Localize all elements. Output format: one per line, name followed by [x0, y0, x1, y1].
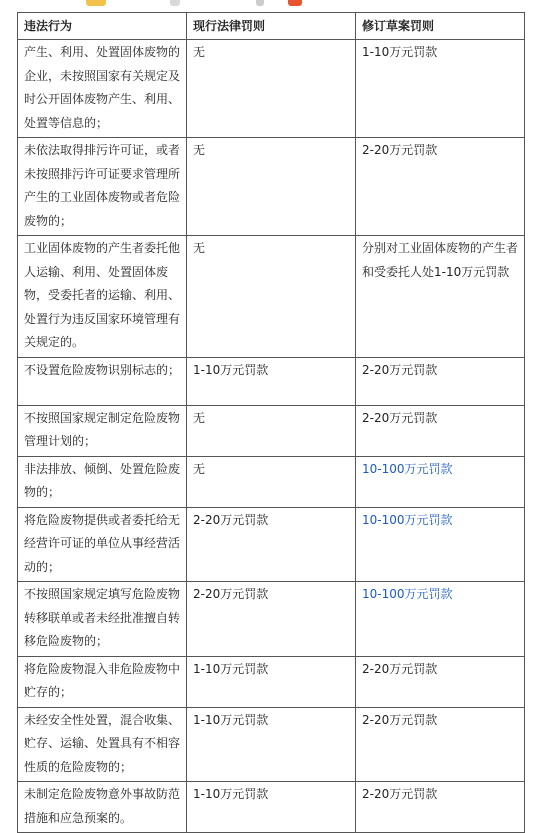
toolbar-icon-fragment: [170, 0, 180, 6]
current-penalty-cell: 无: [187, 236, 356, 358]
draft-penalty-cell: 10-100万元罚款: [356, 582, 525, 657]
table-row: [18, 236, 525, 358]
draft-penalty-cell: 2-20万元罚款: [356, 405, 525, 456]
draft-penalty-cell: 10-100万元罚款: [356, 456, 525, 507]
violation-cell: 不按照国家规定填写危险废物转移联单或者未经批准擅自转移危险废物的；: [18, 582, 187, 657]
header-violation: 违法行为: [18, 13, 187, 40]
draft-penalty-cell: 10-100万元罚款: [356, 507, 525, 582]
violation-cell: 将危险废物提供或者委托给无经营许可证的单位从事经营活动的；: [18, 507, 187, 582]
violation-cell: 未依法取得排污许可证，或者未按照排污许可证要求管理所产生的工业固体废物或者危险废物的；: [18, 138, 187, 236]
table-row: [18, 582, 525, 657]
draft-penalty-cell: 2-20万元罚款: [356, 656, 525, 707]
draft-penalty-cell: 2-20万元罚款: [356, 707, 525, 782]
header-current-penalty: 现行法律罚则: [187, 13, 356, 40]
table-body: [18, 40, 525, 833]
draft-penalty-cell: 2-20万元罚款: [356, 782, 525, 833]
violation-cell: 未经安全性处置，混合收集、贮存、运输、处置具有不相容性质的危险废物的；: [18, 707, 187, 782]
violation-cell: 将危险废物混入非危险废物中贮存的；: [18, 656, 187, 707]
penalty-comparison-table: [17, 12, 525, 833]
table-row: [18, 707, 525, 782]
current-penalty-cell: 1-10万元罚款: [187, 656, 356, 707]
current-penalty-cell: 无: [187, 405, 356, 456]
violation-cell: 不设置危险废物识别标志的；: [18, 357, 187, 405]
toolbar-icon-fragment: [256, 0, 264, 6]
current-penalty-cell: 无: [187, 138, 356, 236]
header-draft-penalty: 修订草案罚则: [356, 13, 525, 40]
toolbar-icon-fragment: [86, 0, 106, 6]
draft-penalty-cell: 2-20万元罚款: [356, 357, 525, 405]
violation-cell: 非法排放、倾倒、处置危险废物的；: [18, 456, 187, 507]
table-row: [18, 357, 525, 405]
current-penalty-cell: 1-10万元罚款: [187, 782, 356, 833]
violation-cell: 工业固体废物的产生者委托他人运输、利用、处置固体废物，受委托者的运输、利用、处置行为违反国家环境管理有关规定的。: [18, 236, 187, 358]
current-penalty-cell: 无: [187, 40, 356, 138]
current-penalty-cell: 1-10万元罚款: [187, 707, 356, 782]
violation-cell: 产生、利用、处置固体废物的企业，未按照国家有关规定及时公开固体废物产生、利用、处置等信息的；: [18, 40, 187, 138]
table-row: [18, 138, 525, 236]
table-row: [18, 507, 525, 582]
draft-penalty-cell: 分别对工业固体废物的产生者和受委托人处1-10万元罚款: [356, 236, 525, 358]
toolbar-icon-fragment: [288, 0, 302, 6]
violation-cell: 不按照国家规定制定危险废物管理计划的；: [18, 405, 187, 456]
table-row: [18, 456, 525, 507]
cropped-toolbar-strip: [0, 0, 535, 12]
draft-penalty-cell: 2-20万元罚款: [356, 138, 525, 236]
current-penalty-cell: 2-20万元罚款: [187, 582, 356, 657]
table-row: [18, 656, 525, 707]
table-row: [18, 40, 525, 138]
current-penalty-cell: 2-20万元罚款: [187, 507, 356, 582]
violation-cell: 未制定危险废物意外事故防范措施和应急预案的。: [18, 782, 187, 833]
draft-penalty-cell: 1-10万元罚款: [356, 40, 525, 138]
current-penalty-cell: 无: [187, 456, 356, 507]
table-header-row: [18, 13, 525, 40]
table-row: [18, 405, 525, 456]
current-penalty-cell: 1-10万元罚款: [187, 357, 356, 405]
table-row: [18, 782, 525, 833]
